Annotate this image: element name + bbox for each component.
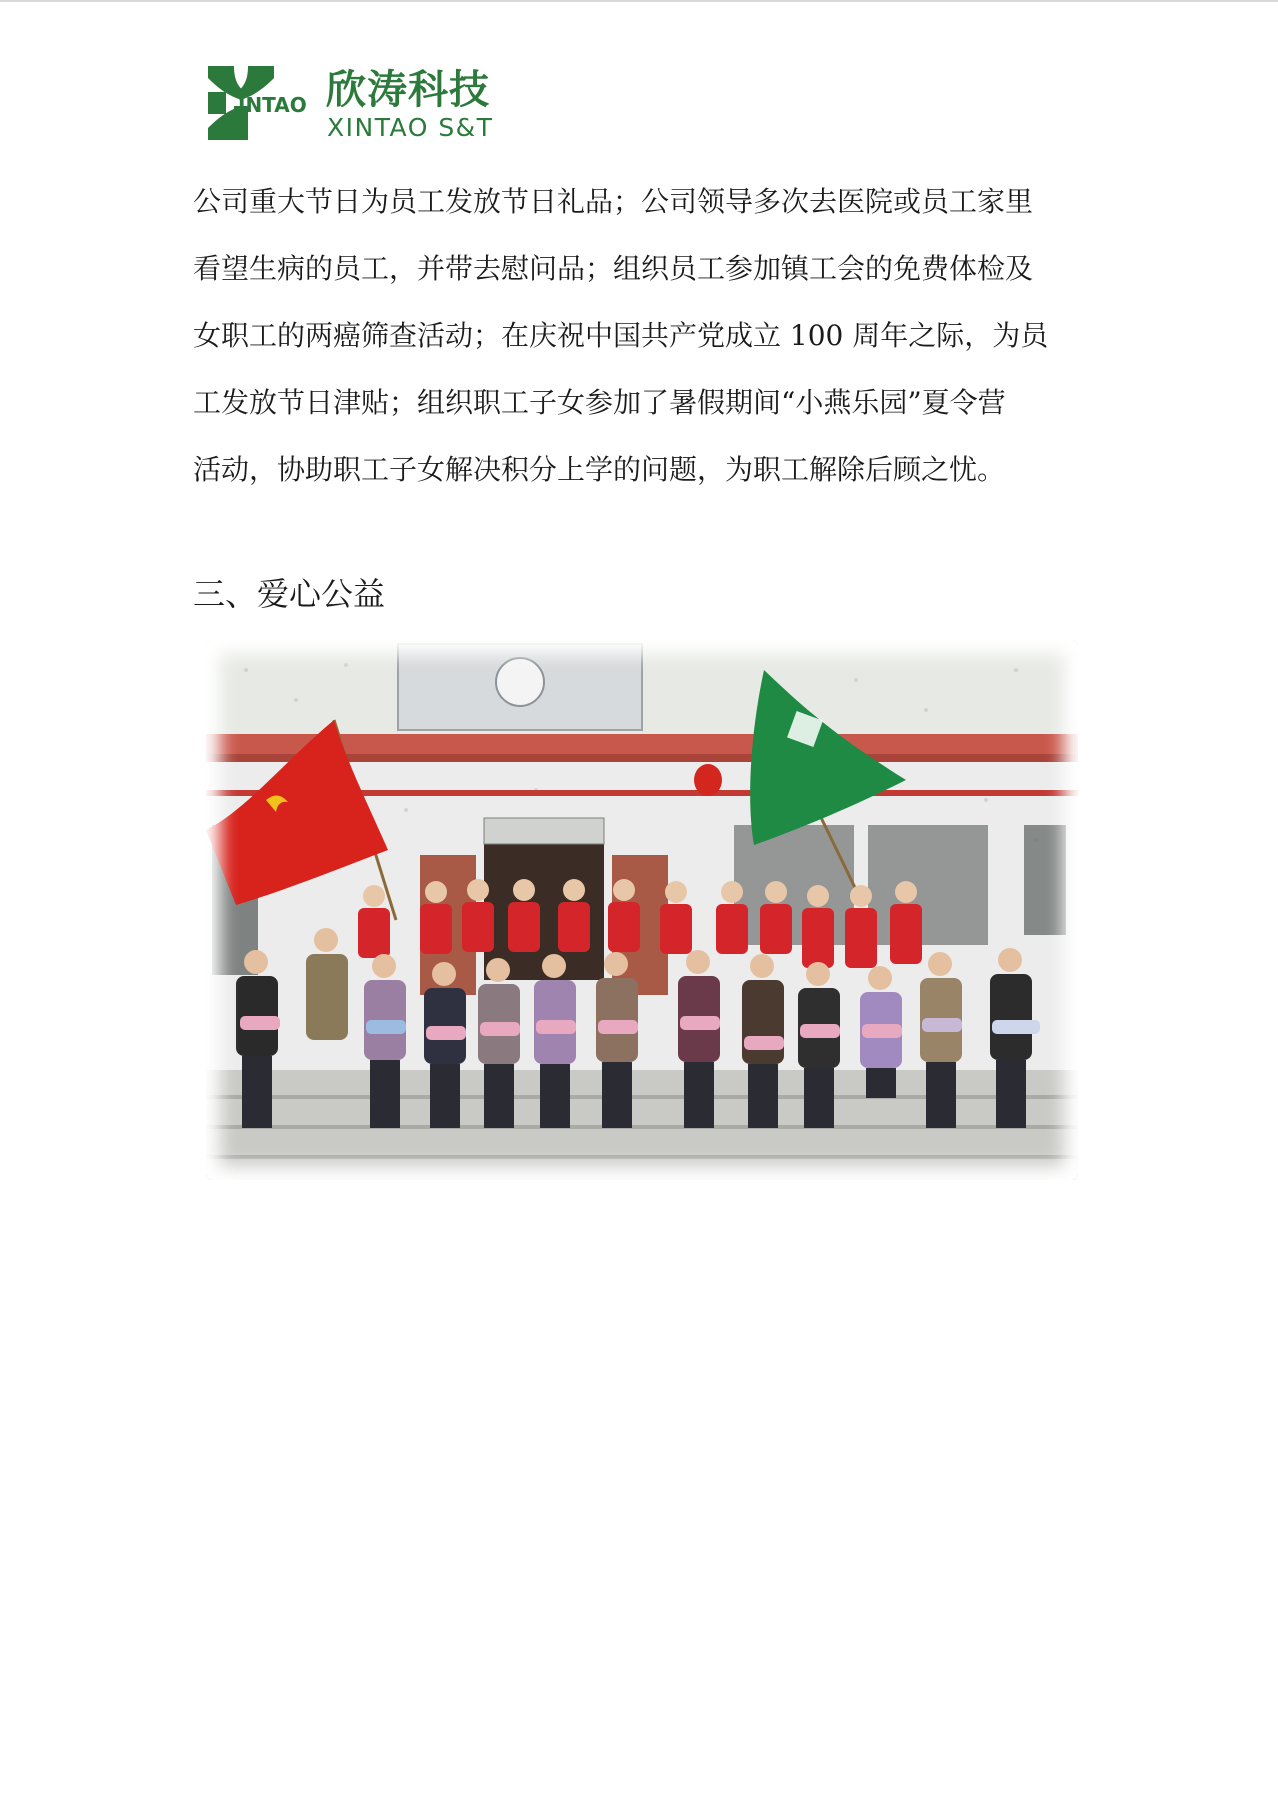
body-paragraph bbox=[193, 168, 1093, 503]
company-logo bbox=[208, 66, 508, 144]
charity-event-photo bbox=[206, 640, 1078, 1180]
logo-name-en: XINTAO S&T bbox=[327, 113, 494, 142]
paragraph-line: 活动，协助职工子女解决积分上学的问题，为职工解除后顾之忧。 bbox=[193, 453, 1006, 486]
xintao-logo-mark bbox=[208, 66, 310, 140]
logo-name-cn: 欣涛科技 bbox=[326, 67, 490, 113]
logo-mark-text: INTAO bbox=[238, 93, 307, 117]
paragraph-line: 女职工的两癌筛查活动；在庆祝中国共产党成立 100 周年之际，为员 bbox=[193, 319, 1049, 352]
group-photo-illustration bbox=[206, 640, 1078, 1180]
paragraph-line: 工发放节日津贴；组织职工子女参加了暑假期间“小燕乐园”夏令营 bbox=[193, 386, 1006, 419]
paragraph-line: 公司重大节日为员工发放节日礼品；公司领导多次去医院或员工家里 bbox=[193, 185, 1034, 218]
page-top-rule bbox=[0, 0, 1278, 2]
paragraph-line: 看望生病的员工，并带去慰问品；组织员工参加镇工会的免费体检及 bbox=[193, 252, 1034, 285]
section-heading: 三、爱心公益 bbox=[193, 575, 386, 613]
